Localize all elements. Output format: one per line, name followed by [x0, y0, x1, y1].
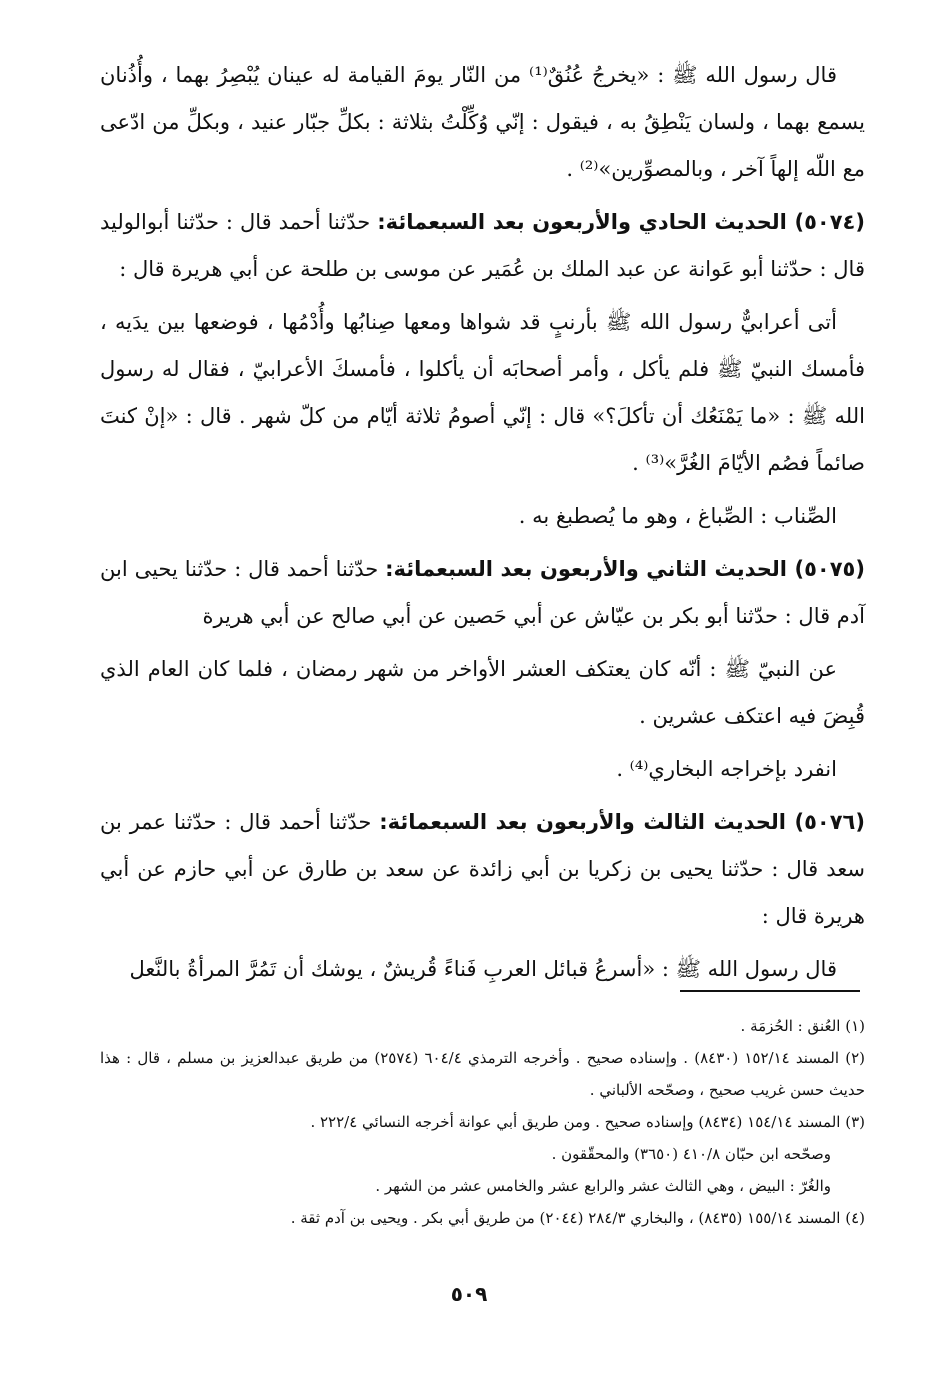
hadith-5074-gloss: الصِّناب : الصِّباغ ، وهو ما يُصطبغ به . [518, 504, 837, 528]
hadith-5073-continuation: قال رسول الله ﷺ : «يخرجُ عُنُقٌ⁽¹⁾ من النّار يومَ القيامة له عينان يُبْصِرُ بهما ، وأُذُنان يسمع بهما ، ولسان يَنْطِقُ به ، فيقول : إنّي وُكِّلْتُ بثلاثة : بكلِّ جبّار عنيد ، وبكلِّ من ادّعى مع اللّه إلهاً آخر ، وبالمصوِّرين»⁽²⁾ . [100, 63, 865, 181]
footnote-4: (٤) المسند ١٥٥/١٤ (٨٤٣٥) ، والبخاري ٢٨٤/٣ (٢٠٤٤) من طريق أبي بكر . ويحيى بن آدم ثقة . [290, 1209, 865, 1227]
hadith-5075-note: انفرد بإخراجه البخاري⁽⁴⁾ . [616, 757, 837, 781]
footnote-2: (٢) المسند ١٥٢/١٤ (٨٤٣٠) . وإسناده صحيح . وأخرجه الترمذي ٦٠٤/٤ (٢٥٧٤) من طريق عبدالعزيز بن مسلم ، قال : هذا حديث حسن غريب صحيح ، وصحّحه الألباني . [100, 1049, 865, 1099]
hadith-5075-isnad: حدّثنا أحمد قال : حدّثنا يحيى ابن آدم قال : حدّثنا أبو بكر بن عيّاش عن أبي حَصين عن أبي صالح عن أبي هريرة [100, 557, 865, 628]
footnote-3-continuation: وصحّحه ابن حبّان ٤١٠/٨ (٣٦٥٠) والمحقّقون . [551, 1145, 831, 1163]
hadith-5074-heading [100, 199, 865, 293]
main-text [100, 52, 865, 999]
hadith-5074-text: أتى أعرابيٌّ رسول الله ﷺ بأرنبٍ قد شواها ومعها صِنابُها وأُدْمُها ، فوضعها بين يدَيه ، فأمسك النبيّ ﷺ فلم يأكل ، وأمر أصحابَه أن يأكلوا ، فأمسكَ الأعرابيّ ، فقال له رسول الله ﷺ : «ما يَمْنَعُك أن تأكلَ؟» قال : إنّي أصومُ ثلاثة أيّام من كلّ شهر . قال : «إنْ كنتَ صائماً فصُم الأيّامَ الغُرَّ»⁽³⁾ . [100, 310, 865, 475]
hadith-5076-title: (٥٠٧٦) الحديث الثالث والأربعون بعد السبعمائة: [379, 810, 865, 834]
hadith-5074-title: (٥٠٧٤) الحديث الحادي والأربعون بعد السبعمائة: [377, 210, 865, 234]
footnotes [100, 1010, 865, 1234]
hadith-5075-heading [100, 546, 865, 640]
hadith-5075-text: عن النبيّ ﷺ : أنّه كان يعتكف العشر الأواخر من شهر رمضان ، فلما كان العام الذي قُبِضَ فيه اعتكف عشرين . [100, 657, 865, 728]
page-number: ٥٠٩ [450, 1282, 488, 1306]
footnote-1: (١) العُنق : الحُزمَة . [740, 1017, 865, 1035]
hadith-5074-isnad: حدّثنا أحمد قال : حدّثنا أبوالوليد قال : حدّثنا أبو عَوانة عن عبد الملك بن عُمَير عن موسى بن طلحة عن أبي هريرة قال : [100, 210, 865, 281]
footnote-separator [680, 990, 860, 992]
hadith-5076-heading [100, 799, 865, 940]
hadith-5076-text: قال رسول الله ﷺ : «أسرعُ قبائل العربِ فَناءً قُريشٌ ، يوشك أن تَمُرَّ المرأةُ بالنَّعل [129, 957, 837, 981]
footnote-3: (٣) المسند ١٥٤/١٤ (٨٤٣٤) وإسناده صحيح . ومن طريق أبي عوانة أخرجه النسائي ٢٢٢/٤ . [310, 1113, 865, 1131]
hadith-5075-title: (٥٠٧٥) الحديث الثاني والأربعون بعد السبعمائة: [385, 557, 865, 581]
footnote-3-gloss: والغُرّ : البيض ، وهي الثالث عشر والرابع عشر والخامس عشر من الشهر . [375, 1177, 831, 1195]
hadith-5076-isnad: حدّثنا أحمد قال : حدّثنا عمر بن سعد قال : حدّثنا يحيى بن زكريا بن أبي زائدة عن سعد بن طارق عن أبي حازم عن أبي هريرة قال : [100, 810, 865, 928]
